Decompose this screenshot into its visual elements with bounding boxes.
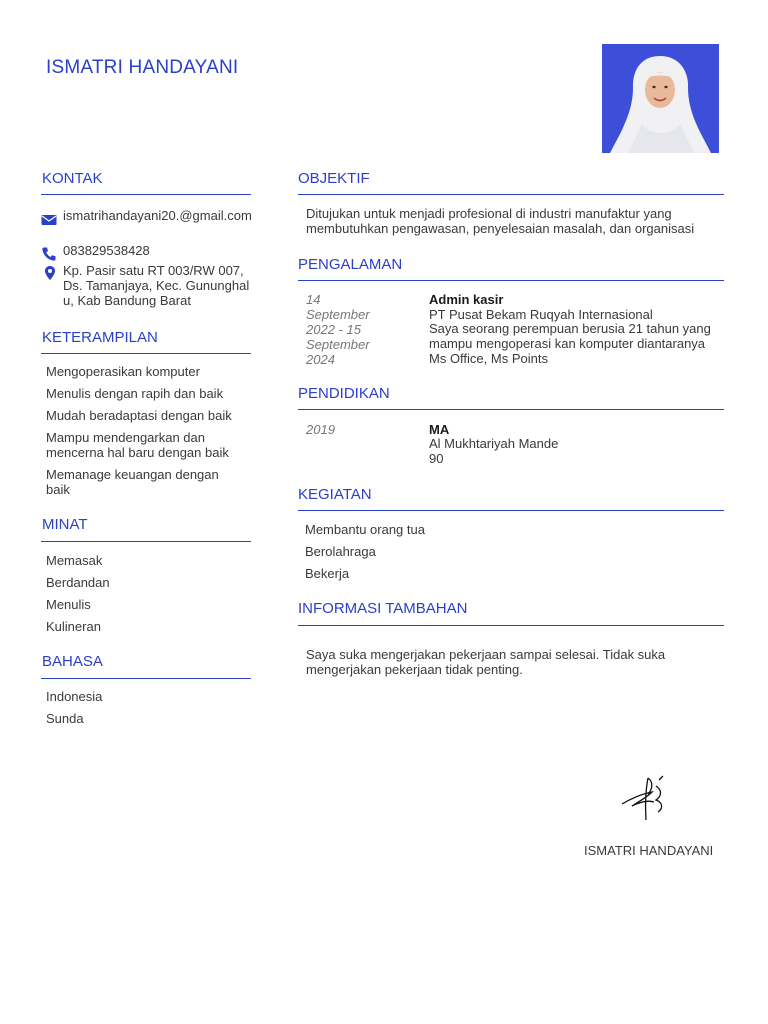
objektif-divider [298, 194, 724, 195]
skill-item: Memanage keuangan dengan baik [46, 467, 219, 497]
education-score: 90 [429, 451, 444, 466]
languages-list [46, 689, 102, 726]
bahasa-divider [41, 678, 251, 679]
experience-description: Saya seorang perempuan berusia 21 tahun yang mampu mengoperasi kan komputer diantaranya Ms Office, Ms Points [429, 321, 711, 366]
pengalaman-title: PENGALAMAN [298, 256, 403, 273]
education-school: Al Mukhtariyah Mande [429, 436, 559, 451]
phone-text: 083829538428 [63, 243, 150, 258]
skill-item: Mampu mendengarkan dan mencerna hal baru dengan baik [46, 430, 229, 460]
kontak-title: KONTAK [42, 170, 103, 187]
signature-image [618, 772, 674, 831]
skill-item: Mudah beradaptasi dengan baik [46, 408, 232, 423]
education-year: 2019 [306, 422, 335, 437]
bahasa-title: BAHASA [42, 653, 103, 670]
interest-item: Kulineran [46, 619, 101, 634]
location-icon [42, 265, 58, 286]
education-degree: MA [429, 422, 450, 437]
skill-item: Menulis dengan rapih dan baik [46, 386, 224, 401]
applicant-name: ISMATRI HANDAYANI [46, 57, 239, 78]
experience-date: 14 September 2022 - 15 September 2024 [306, 292, 370, 367]
phone-icon [41, 246, 57, 267]
informasi-divider [298, 625, 724, 626]
language-item: Indonesia [46, 689, 103, 704]
kegiatan-divider [298, 510, 724, 511]
objektif-title: OBJEKTIF [298, 170, 370, 187]
objective-text: Ditujukan untuk menjadi profesional di industri manufaktur yang membutuhkan pengawasan, penyelesaian masalah, dan organisasi [306, 206, 695, 236]
activity-item: Membantu orang tua [305, 522, 425, 537]
language-item: Sunda [46, 711, 84, 726]
additional-info-text: Saya suka mengerjakan pekerjaan sampai selesai. Tidak suka mengerjakan pekerjaan tidak penting. [306, 647, 666, 677]
minat-divider [41, 541, 251, 542]
email-icon [41, 212, 57, 233]
pendidikan-title: PENDIDIKAN [298, 385, 390, 402]
profile-photo [602, 44, 719, 153]
experience-role: Admin kasir [429, 292, 504, 307]
activities-list [305, 522, 425, 581]
skill-item: Mengoperasikan komputer [46, 364, 200, 379]
informasi-title: INFORMASI TAMBAHAN [298, 600, 468, 617]
signature-name: ISMATRI HANDAYANI [584, 843, 714, 858]
email-text: ismatrihandayani20.@gmail.com [63, 208, 252, 223]
kontak-divider [41, 194, 251, 195]
interest-item: Berdandan [46, 575, 110, 590]
keterampilan-title: KETERAMPILAN [42, 329, 158, 346]
address-text: Kp. Pasir satu RT 003/RW 007, Ds. Tamanjaya, Kec. Gununghalu, Kab Bandung Barat [63, 263, 250, 308]
interest-item: Memasak [46, 553, 103, 568]
kegiatan-title: KEGIATAN [298, 486, 372, 503]
minat-title: MINAT [42, 516, 88, 533]
skills-list [46, 364, 246, 497]
activity-item: Berolahraga [305, 544, 376, 559]
experience-company: PT Pusat Bekam Ruqyah Internasional [429, 307, 653, 322]
interest-item: Menulis [46, 597, 91, 612]
pengalaman-divider [298, 280, 724, 281]
keterampilan-divider [41, 353, 251, 354]
interests-list [46, 553, 110, 634]
pendidikan-divider [298, 409, 724, 410]
activity-item: Bekerja [305, 566, 350, 581]
